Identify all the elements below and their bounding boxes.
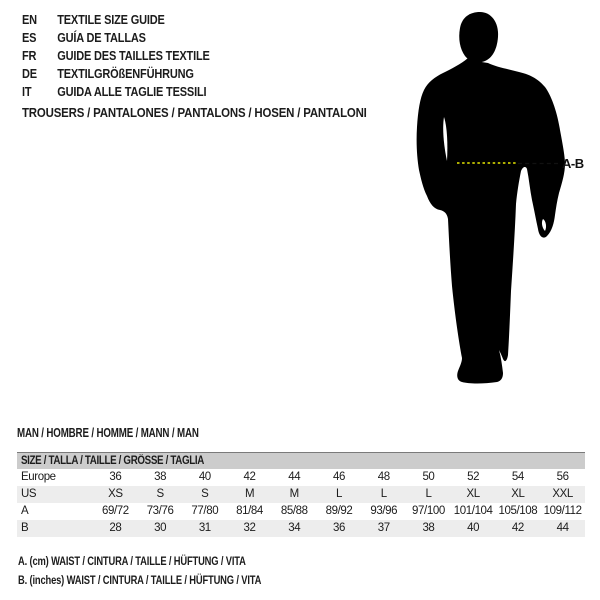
table-cell: 37: [377, 522, 390, 534]
table-cell: S: [201, 488, 209, 500]
table-cell: 40: [467, 522, 480, 534]
table-cell: 109/112: [543, 505, 582, 517]
table-cell: S: [156, 488, 164, 500]
table-cell: XL: [466, 488, 480, 500]
table-cell: 93/96: [370, 505, 398, 517]
lang-row-fr: [22, 47, 210, 65]
lang-code: DE: [22, 67, 37, 81]
lang-row-it: [22, 83, 210, 101]
table-cell: 44: [288, 471, 301, 483]
row-label: US: [21, 488, 37, 500]
category-title: TROUSERS / PANTALONES / PANTALONS / HOSEN / PANTALONI: [22, 105, 367, 120]
table-cell: 56: [556, 471, 569, 483]
table-row-europe: [17, 469, 585, 486]
table-row-a-cm: [17, 503, 585, 520]
lang-code: EN: [22, 13, 37, 27]
table-cell: 89/92: [325, 505, 353, 517]
row-label: A: [21, 505, 29, 517]
table-cell: 32: [243, 522, 256, 534]
note-a-cm: A. (cm) WAIST / CINTURA / TAILLE / HÜFTUNG / VITA: [18, 554, 246, 568]
table-cell: 54: [511, 471, 524, 483]
table-cell: 38: [154, 471, 167, 483]
table-cell: 97/100: [412, 505, 445, 517]
table-cell: 40: [198, 471, 211, 483]
table-cell: 50: [422, 471, 435, 483]
man-silhouette-svg: [395, 0, 600, 430]
table-cell: 73/76: [146, 505, 174, 517]
table-row-b-inches: [17, 520, 585, 537]
table-cell: 44: [556, 522, 569, 534]
silhouette-head: [459, 12, 498, 62]
lang-code: ES: [22, 31, 37, 45]
table-cell: 52: [467, 471, 480, 483]
table-cell: XL: [511, 488, 525, 500]
size-table: [17, 452, 585, 537]
table-cell: 38: [422, 522, 435, 534]
table-cell: L: [425, 488, 432, 500]
table-cell: L: [335, 488, 342, 500]
table-row-us: [17, 486, 585, 503]
table-cell: M: [289, 488, 299, 500]
table-cell: 36: [332, 522, 345, 534]
measurement-notes: [18, 552, 261, 589]
table-cell: 28: [109, 522, 122, 534]
table-cell: 42: [243, 471, 256, 483]
table-cell: 48: [377, 471, 390, 483]
section-title-man: MAN / HOMBRE / HOMME / MANN / MAN: [17, 426, 199, 440]
table-cell: L: [380, 488, 387, 500]
table-cell: 69/72: [101, 505, 129, 517]
table-cell: 34: [288, 522, 301, 534]
size-table-header-label: SIZE / TALLA / TAILLE / GRÖSSE / TAGLIA: [21, 455, 204, 467]
lang-label: TEXTILE SIZE GUIDE: [57, 13, 165, 27]
row-label: B: [21, 522, 29, 534]
table-cell: XS: [108, 488, 123, 500]
lang-label: GUÍA DE TALLAS: [57, 31, 146, 45]
size-table-header: [17, 453, 585, 469]
note-b-inches: B. (inches) WAIST / CINTURA / TAILLE / HÜFTUNG / VITA: [18, 572, 262, 587]
lang-row-es: [22, 29, 210, 47]
measure-label: A-B: [562, 156, 584, 171]
man-silhouette-figure: [395, 0, 600, 430]
lang-label: GUIDA ALLE TAGLIE TESSILI: [57, 85, 207, 99]
table-cell: XXL: [552, 488, 573, 500]
language-guide-list: [22, 11, 210, 101]
lang-code: FR: [22, 49, 37, 63]
table-cell: 46: [332, 471, 345, 483]
lang-label: GUIDE DES TAILLES TEXTILE: [57, 49, 210, 63]
table-cell: 101/104: [453, 505, 493, 517]
table-cell: 30: [154, 522, 167, 534]
table-cell: 85/88: [280, 505, 308, 517]
table-cell: 42: [511, 522, 524, 534]
lang-row-en: [22, 11, 210, 29]
table-cell: M: [244, 488, 255, 500]
lang-label: TEXTILGRÖßENFÜHRUNG: [57, 67, 194, 81]
table-cell: 36: [109, 471, 122, 483]
table-cell: 81/84: [236, 505, 263, 517]
table-cell: 31: [198, 522, 211, 534]
lang-code: IT: [22, 85, 32, 99]
table-cell: 105/108: [498, 505, 538, 517]
lang-row-de: [22, 65, 210, 83]
row-label: Europe: [21, 471, 56, 483]
arm-gap-right: [522, 173, 525, 203]
table-cell: 77/80: [191, 505, 219, 517]
